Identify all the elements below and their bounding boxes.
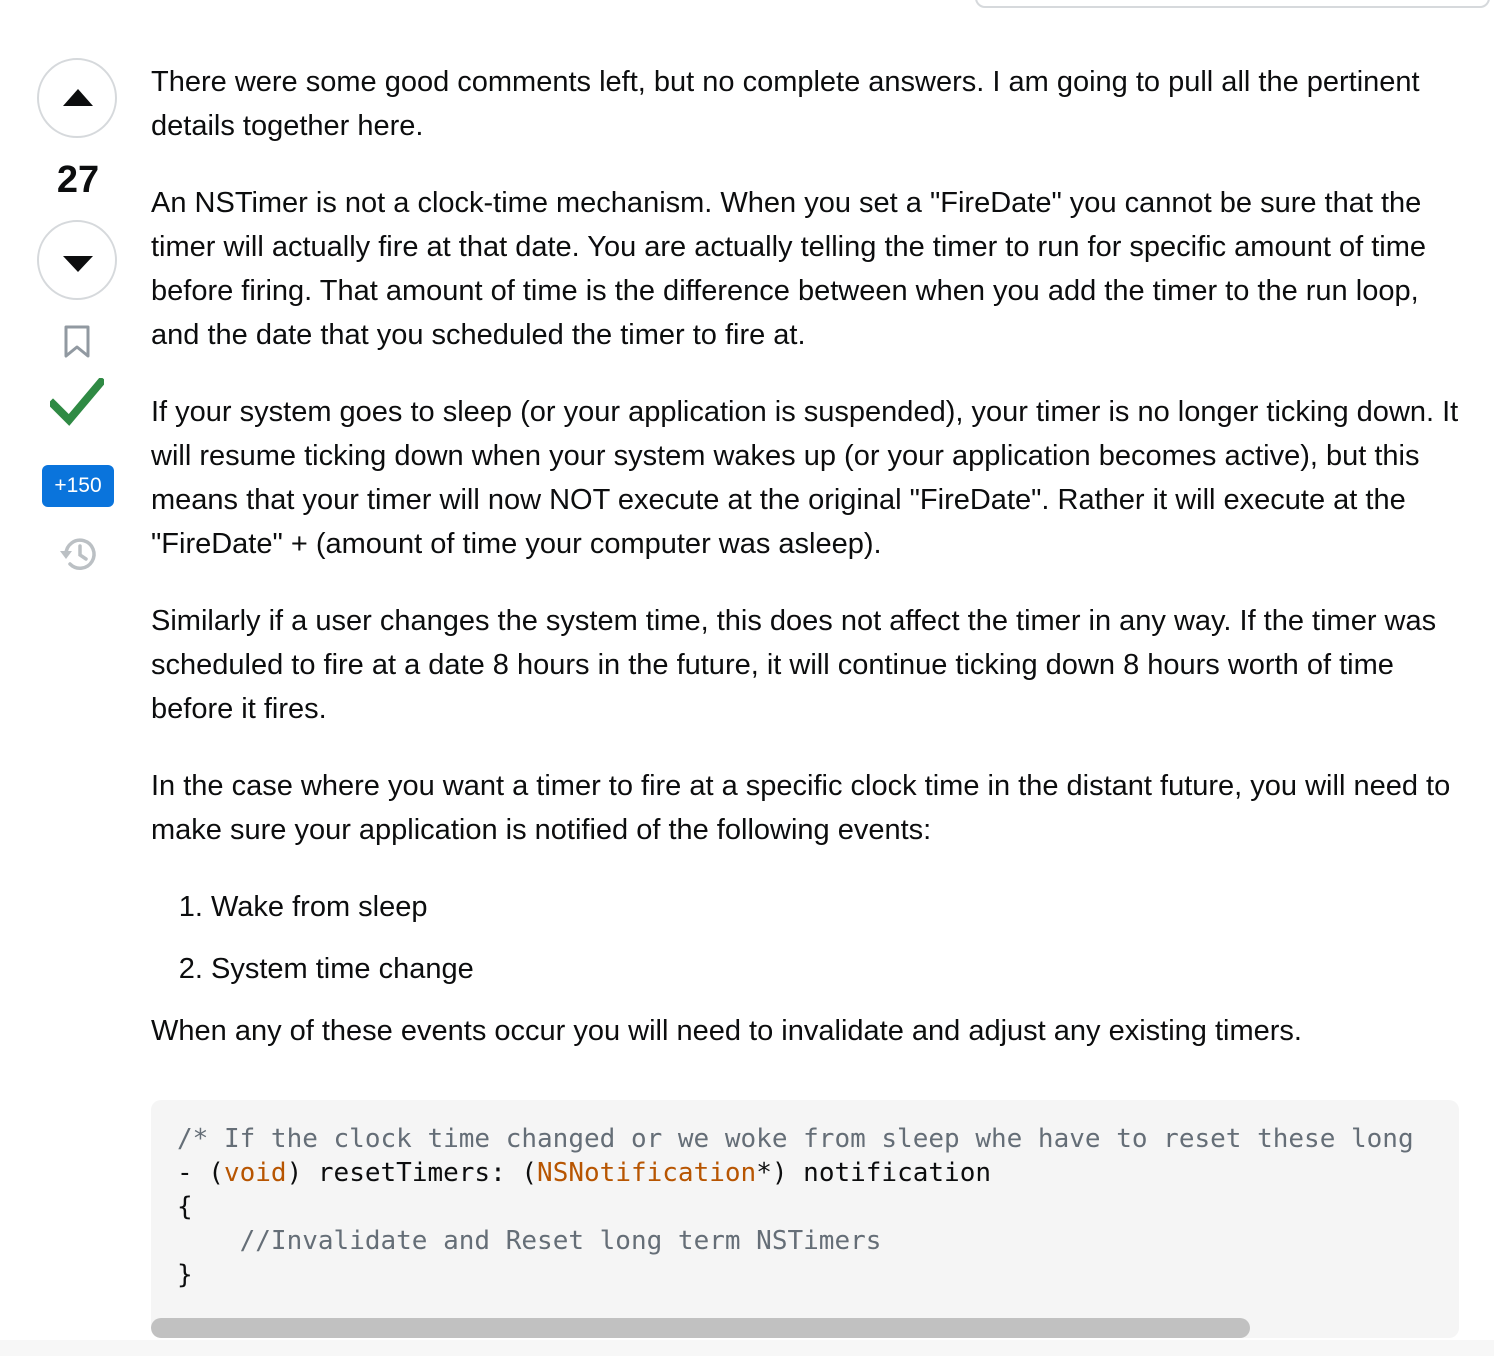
code-keyword: void	[223, 1158, 287, 1188]
code-token: }	[177, 1260, 193, 1290]
code-indent	[177, 1226, 240, 1256]
vote-score: 27	[56, 159, 100, 201]
checkmark-icon	[50, 378, 104, 428]
code-comment: //Invalidate and Reset long term NSTimers	[239, 1226, 882, 1256]
code-text	[151, 1100, 1459, 1292]
code-token: *) notification	[756, 1158, 992, 1188]
answer-paragraph: An NSTimer is not a clock-time mechanism. When you set a "FireDate" you cannot be sure that the timer will actually fire at that date. You are actually telling the timer to run for specific amount of time before firing. That amount of time is the difference between when you add the timer to the run loop, and the date that you scheduled the timer to fire at.	[151, 187, 1426, 351]
upvote-button[interactable]	[37, 58, 117, 138]
answer-paragraph: If your system goes to sleep (or your application is suspended), your timer is no longer ticking down. It will resume ticking down when your system wakes up (or your application becomes active), but this means that your timer will now NOT execute at the original "FireDate". Rather it will execute at the "FireDate" + (amount of time your computer was asleep).	[151, 396, 1459, 560]
triangle-down-icon	[62, 252, 94, 274]
page-bottom-edge	[0, 1340, 1494, 1356]
code-token: ) resetTimers: (	[286, 1158, 538, 1188]
code-block[interactable]	[151, 1100, 1459, 1338]
code-token: {	[177, 1192, 193, 1222]
scrollbar-thumb[interactable]	[151, 1318, 1250, 1338]
history-icon	[58, 535, 98, 573]
answer-paragraph: In the case where you want a timer to fire at a specific clock time in the distant future, you will need to make sure your application is notified of the following events:	[151, 770, 1451, 846]
answer-body	[151, 60, 1466, 1086]
list-item: 2. System time change	[211, 947, 1466, 991]
answer-paragraph: When any of these events occur you will need to invalidate and adjust any existing timers.	[151, 1015, 1302, 1047]
list-item: 1. Wake from sleep	[211, 885, 1466, 929]
code-comment: /* If the clock time changed or we woke from sleep whe have to reset these long	[177, 1124, 1414, 1154]
triangle-up-icon	[62, 87, 94, 109]
bookmark-icon	[63, 325, 91, 359]
horizontal-scrollbar[interactable]	[151, 1318, 1459, 1338]
answer-paragraph: There were some good comments left, but no complete answers. I am going to pull all the pertinent details together here.	[151, 66, 1420, 142]
answer-paragraph: Similarly if a user changes the system time, this does not affect the timer in any way. If the timer was scheduled to fire at a date 8 hours in the future, it will continue ticking down 8 hours worth of time before it fires.	[151, 605, 1437, 725]
bounty-badge[interactable]: +150	[42, 465, 114, 507]
accepted-answer-indicator	[50, 378, 104, 433]
code-token: - (	[177, 1158, 224, 1188]
code-type: NSNotification	[537, 1158, 757, 1188]
event-list	[151, 885, 1466, 991]
bookmark-button[interactable]	[63, 325, 91, 364]
top-container-edge	[975, 0, 1490, 8]
downvote-button[interactable]	[37, 220, 117, 300]
revision-history-button[interactable]	[58, 535, 98, 578]
